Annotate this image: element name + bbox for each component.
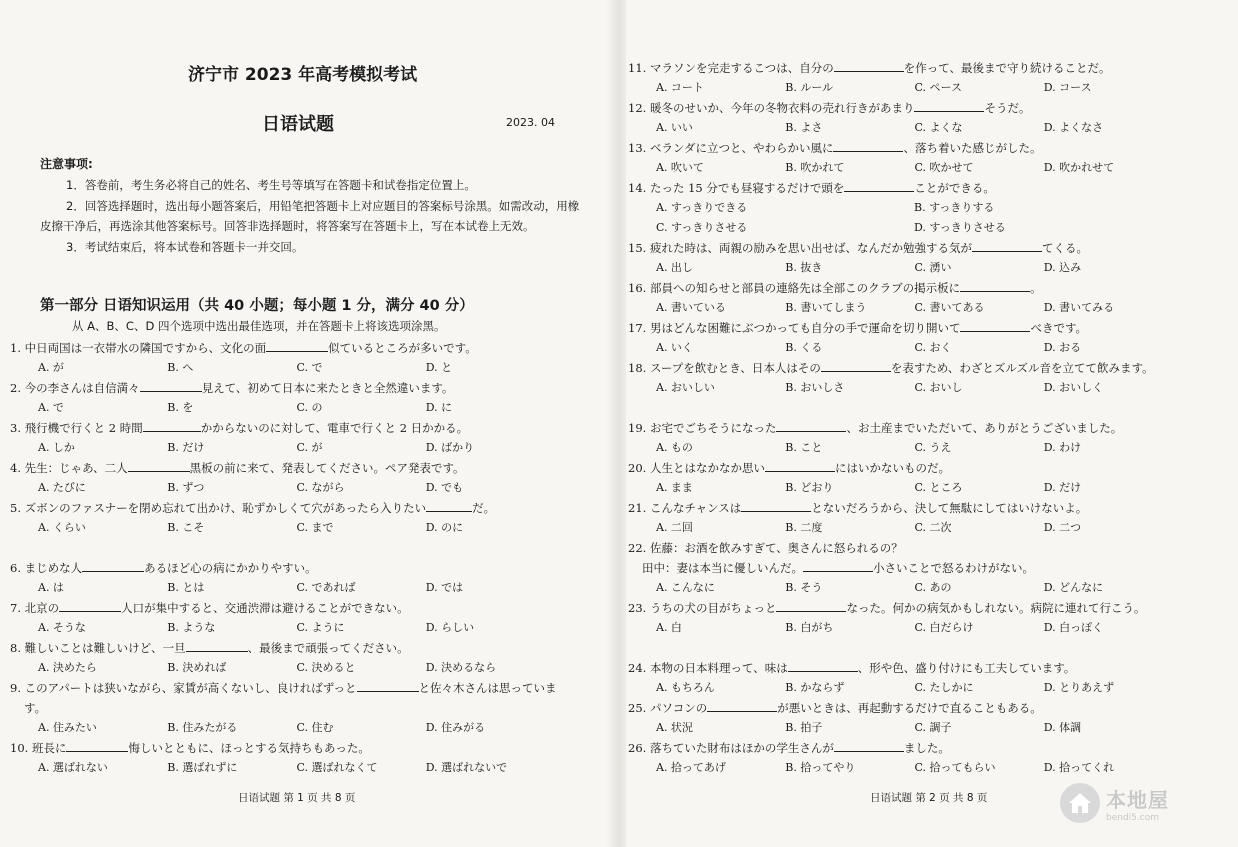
answer-option: A. いく: [656, 341, 693, 354]
answer-option: B. 住みたがる: [167, 721, 238, 734]
question-stem-end: 悔しいとともに、ほっとする気持ちもあった。: [128, 741, 370, 755]
options-row: [10, 578, 555, 598]
question-text: [10, 338, 555, 358]
answer-option: B. 書いてしまう: [785, 301, 867, 314]
answer-option: B. くる: [785, 341, 823, 354]
question-stem-end: を作って、最後まで守り続けることだ。: [903, 61, 1111, 75]
dialogue-speaker-line: 田中：妻は本当に優しいんだ。: [642, 561, 803, 575]
answer-option: A. が: [38, 361, 64, 374]
options-row: [628, 298, 1173, 318]
notes-heading: 注意事项:: [40, 157, 93, 171]
options-row: [10, 618, 555, 638]
answer-blank: [834, 739, 904, 752]
answer-option: B. こと: [785, 441, 823, 454]
question-item: [10, 558, 555, 598]
question-text: [628, 138, 1173, 158]
question-stem-end: 似ているところが多いです。: [328, 341, 477, 355]
question-item: [628, 178, 1173, 238]
answer-option: C. 二次: [914, 521, 952, 534]
question-stem-end: 、最後まで頑張ってください。: [247, 641, 409, 655]
question-stem: 9. このアパートは狭いながら、家賃が高くないし、良ければずっと: [10, 681, 357, 695]
options-row: [628, 118, 1173, 138]
answer-option: D. だけ: [1043, 481, 1082, 494]
question-item: [628, 498, 1173, 538]
answer-option: D. どんなに: [1043, 581, 1104, 594]
answer-option: B. おいしさ: [785, 381, 845, 394]
question-stem-end: ました。: [903, 741, 950, 755]
question-stem: 15. 疲れた時は、両親の励みを思い出せば、なんだか勉強する気が: [628, 241, 972, 255]
answer-option: A. まま: [656, 481, 693, 494]
answer-option: B. こそ: [167, 521, 205, 534]
options-row: [628, 758, 1173, 778]
question-stem-end: 。: [1030, 281, 1042, 295]
options-row: [10, 758, 555, 778]
question-text: [10, 418, 555, 438]
answer-blank: [960, 319, 1030, 332]
answer-option: C. たしかに: [914, 681, 974, 694]
question-stem: 10. 班長に: [10, 741, 67, 755]
answer-option: D. ばかり: [425, 441, 475, 454]
question-stem-end: 、お土産までいただいて、ありがとうございました。: [846, 421, 1123, 435]
question-stem-end: かからないのに対して、電車で行くと 2 日かかる。: [200, 421, 469, 435]
question-stem: 26. 落ちていた財布はほかの学生さんが: [628, 741, 834, 755]
question-text: [10, 638, 555, 658]
question-item: [628, 138, 1173, 178]
answer-blank: [844, 179, 914, 192]
answer-blank: [140, 379, 202, 392]
question-stem: 14. たった 15 分でも昼寝するだけで頭を: [628, 181, 845, 195]
question-item: [10, 678, 555, 738]
answer-option: C. まで: [296, 521, 334, 534]
exam-subtitle: 日语试题: [262, 114, 334, 135]
answer-blank: [426, 499, 472, 512]
options-row: [10, 658, 555, 678]
answer-option: C. うえ: [914, 441, 952, 454]
answer-option: B. 抜き: [785, 261, 823, 274]
answer-option: B. 選ばれずに: [167, 761, 238, 774]
question-text: [10, 678, 564, 718]
question-stem: 16. 部員への知らせと部員の連絡先は全部このクラブの掲示板に: [628, 281, 961, 295]
question-item: [628, 538, 1173, 598]
answer-option: D. コース: [1043, 81, 1092, 94]
note-item: 2．回答选择题时，选出每小题答案后，用铅笔把答题卡上对应题目的答案标号涂黑。如需改动，用橡皮擦干净后，再选涂其他答案标号。回答非选择题时，将答案写在答题卡上，写在本试卷上无效。: [40, 198, 580, 233]
answer-option: B. かならず: [785, 681, 845, 694]
answer-option: D. おる: [1043, 341, 1082, 354]
question-text: [628, 98, 1173, 118]
answer-option: C. あの: [914, 581, 952, 594]
answer-blank: [972, 239, 1042, 252]
options-row: [628, 518, 1173, 538]
options-row: [628, 478, 1173, 498]
question-item: [10, 738, 555, 778]
answer-option: D. のに: [425, 521, 464, 534]
answer-option: D. 拾ってくれ: [1043, 761, 1115, 774]
question-stem: 24. 本物の日本料理って、味は: [628, 661, 788, 675]
question-stem: 18. スープを飲むとき、日本人はその: [628, 361, 821, 375]
options-row: [628, 718, 1173, 738]
answer-option: C. ように: [296, 621, 345, 634]
question-stem: 23. うちの犬の目がちょっと: [628, 601, 777, 615]
answer-option: A. おいしい: [656, 381, 715, 394]
answer-option: C. ところ: [914, 481, 963, 494]
question-text: [628, 278, 1173, 298]
question-stem-end: と佐々木さんは思っています。: [24, 681, 557, 715]
answer-option: D. と: [425, 361, 453, 374]
question-stem: 11. マラソンを完走するこつは、自分の: [628, 61, 834, 75]
answer-option: C. おく: [914, 341, 952, 354]
answer-option: A. こんなに: [656, 581, 715, 594]
question-stem: 17. 男はどんな困難にぶつかっても自分の手で運命を切り開いて: [628, 321, 961, 335]
answer-option: B. ルール: [785, 81, 834, 94]
answer-option: B. 二度: [785, 521, 823, 534]
answer-option: C. で: [296, 361, 323, 374]
page-footer-left: 日语试题 第 1 页 共 8 页: [238, 792, 356, 804]
question-text: [628, 698, 1173, 718]
question-stem: 21. こんなチャンスは: [628, 501, 742, 515]
options-row: [628, 438, 1173, 458]
question-stem-end: だ。: [472, 501, 496, 515]
answer-option: A. 吹いて: [656, 161, 704, 174]
answer-option: A. 拾ってあげ: [656, 761, 726, 774]
answer-option: A. で: [38, 401, 64, 414]
watermark-url: bendi5.com: [1106, 812, 1159, 823]
options-row: [628, 78, 1173, 98]
answer-option: A. コート: [656, 81, 704, 94]
answer-option: B. ずつ: [167, 481, 205, 494]
question-stem: 4. 先生：じゃあ、二人: [10, 461, 128, 475]
answer-option: B. よさ: [785, 121, 823, 134]
answer-option: A. 二回: [656, 521, 693, 534]
options-row: [10, 718, 555, 738]
answer-option: D. でも: [425, 481, 464, 494]
question-item: [628, 418, 1173, 458]
answer-option: C. 書いてある: [914, 301, 985, 314]
answer-blank: [186, 639, 248, 652]
answer-option: D. 吹かれせて: [1043, 161, 1115, 174]
question-item: [10, 498, 555, 538]
answer-option: B. だけ: [167, 441, 205, 454]
question-text: [10, 598, 555, 618]
answer-option: B. を: [167, 401, 194, 414]
left-exam-page: [0, 0, 612, 847]
question-text: [10, 498, 564, 518]
answer-option: A. は: [38, 581, 64, 594]
answer-option: A. たびに: [38, 481, 86, 494]
answer-option: C. 湧い: [914, 261, 952, 274]
question-text: [628, 538, 1173, 578]
question-text: [628, 178, 1173, 198]
answer-option: B. 吹かれて: [785, 161, 845, 174]
answer-blank: [707, 699, 777, 712]
question-item: [10, 638, 555, 678]
answer-blank: [834, 59, 904, 72]
question-stem-end: 見えて、初めて日本に来たときと全然違います。: [201, 381, 454, 395]
question-stem: 19. お宅でごちそうになった: [628, 421, 777, 435]
options-row: [628, 158, 1173, 178]
answer-option: D. 住みがる: [425, 721, 486, 734]
answer-option: C. ながら: [296, 481, 345, 494]
question-stem: 13. ベランダに立つと、やわらかい風に: [628, 141, 834, 155]
question-item: [628, 98, 1173, 138]
answer-option: C. ペース: [914, 81, 962, 94]
answer-option: C. よくな: [914, 121, 963, 134]
question-item: [628, 458, 1173, 498]
answer-option: D. らしい: [425, 621, 475, 634]
question-text: [10, 738, 555, 758]
question-text: [628, 318, 1173, 338]
answer-option: A. 住みたい: [38, 721, 97, 734]
answer-option: D. すっきりさせる: [914, 221, 1006, 234]
options-row: [10, 358, 555, 378]
answer-option: B. そう: [785, 581, 823, 594]
question-text: [10, 378, 555, 398]
question-item: [628, 738, 1173, 778]
answer-blank: [66, 739, 128, 752]
question-stem-end: 人口が集中すると、交通渋滞は避けることができない。: [121, 601, 409, 615]
house-icon: [1060, 783, 1100, 823]
question-item: [628, 318, 1173, 358]
question-stem: 2. 今の李さんは自信満々: [10, 381, 140, 395]
question-item: [628, 238, 1173, 278]
question-item: [628, 698, 1173, 738]
question-stem-end: 黒板の前に来て、発表してください。ペア発表です。: [189, 461, 465, 475]
answer-blank: [357, 679, 419, 692]
answer-option: D. 体調: [1043, 721, 1082, 734]
answer-option: D. 込み: [1043, 261, 1082, 274]
question-text: [628, 458, 1173, 478]
answer-option: A. そうな: [38, 621, 86, 634]
question-stem-end: 、形や色、盛り付けにも工夫しています。: [857, 661, 1076, 675]
options-row: [628, 678, 1173, 698]
right-exam-page: [626, 0, 1238, 847]
answer-blank: [960, 279, 1030, 292]
answer-option: C. 白だらけ: [914, 621, 974, 634]
answer-option: D. では: [425, 581, 464, 594]
answer-option: D. とりあえず: [1043, 681, 1115, 694]
question-stem-end: 、落ち着いた感じがした。: [903, 141, 1042, 155]
answer-option: C. 調子: [914, 721, 952, 734]
question-item: [628, 58, 1173, 98]
answer-option: A. もの: [656, 441, 693, 454]
question-stem-end: べきです。: [1030, 321, 1088, 335]
answer-option: A. もちろん: [656, 681, 715, 694]
watermark-name: 本地屋: [1106, 787, 1169, 812]
question-stem-end: そうだ。: [984, 101, 1031, 115]
question-text: [10, 558, 555, 578]
question-stem-end: 小さいことで怒るわけがない。: [873, 561, 1034, 575]
options-row: [628, 378, 1173, 398]
question-text: [628, 498, 1173, 518]
answer-option: B. どおり: [785, 481, 834, 494]
options-row: [10, 438, 555, 458]
answer-blank: [803, 559, 873, 572]
answer-option: C. おいし: [914, 381, 963, 394]
section-instruction: 从 A、B、C、D 四个选项中选出最佳选项，并在答题卡上将该选项涂黑。: [72, 319, 446, 333]
question-stem-end: あるほど心の病にかかりやすい。: [144, 561, 317, 575]
answer-blank: [128, 459, 190, 472]
answer-option: C. 拾ってもらい: [914, 761, 996, 774]
question-item: [628, 358, 1173, 398]
question-item: [10, 378, 555, 418]
answer-option: C. 決めると: [296, 661, 356, 674]
answer-option: D. おいしく: [1043, 381, 1104, 394]
question-text: [628, 738, 1173, 758]
answer-option: C. すっきりさせる: [656, 221, 748, 234]
question-item: [628, 658, 1173, 698]
question-text: [628, 238, 1173, 258]
options-row: [628, 338, 1173, 358]
question-stem-end: とないだろうから、決して無駄にしてはいけないよ。: [811, 501, 1088, 515]
answer-option: A. 状況: [656, 721, 693, 734]
question-item: [10, 418, 555, 458]
answer-option: B. とは: [167, 581, 205, 594]
notes-list: [40, 175, 580, 257]
answer-option: A. 白: [656, 621, 682, 634]
question-stem-end: にはいかないものだ。: [834, 461, 950, 475]
answer-option: A. いい: [656, 121, 693, 134]
exam-title: 济宁市 2023 年高考模拟考试: [188, 65, 418, 85]
answer-option: D. 書いてみる: [1043, 301, 1115, 314]
answer-option: B. 拍子: [785, 721, 823, 734]
options-row: [10, 518, 555, 538]
answer-option: D. わけ: [1043, 441, 1082, 454]
answer-option: A. くらい: [38, 521, 86, 534]
answer-option: C. の: [296, 401, 323, 414]
answer-option: C. 選ばれなくて: [296, 761, 378, 774]
question-stem: 5. ズボンのファスナーを閉め忘れて出かけ、恥ずかしくて穴があったら入りたい: [10, 501, 427, 515]
answer-blank: [143, 419, 201, 432]
dialogue-line: [628, 558, 1173, 578]
answer-option: D. に: [425, 401, 453, 414]
answer-option: C. 住む: [296, 721, 334, 734]
question-stem: 6. まじめな人: [10, 561, 83, 575]
question-stem-end: が悪いときは、再起動するだけで直ることもある。: [777, 701, 1042, 715]
answer-option: C. 吹かせて: [914, 161, 974, 174]
question-item: [10, 338, 555, 378]
question-stem-end: を表すため、わざとズルズル音を立てて飲みます。: [890, 361, 1154, 375]
note-item: 1．答卷前，考生务必将自己的姓名、考生号等填写在答题卡和试卷指定位置上。: [66, 178, 476, 192]
answer-option: A. 決めたら: [38, 661, 97, 674]
answer-option: D. よくなさ: [1043, 121, 1104, 134]
question-item: [10, 598, 555, 638]
answer-blank: [82, 559, 144, 572]
question-stem: 3. 飛行機で行くと 2 時間: [10, 421, 143, 435]
exam-date: 2023. 04: [506, 116, 555, 129]
options-row: [628, 198, 1173, 238]
question-stem-end: ことができる。: [914, 181, 995, 195]
question-text: [628, 418, 1173, 438]
answer-blank: [741, 499, 811, 512]
options-row: [628, 618, 1173, 638]
question-item: [10, 458, 555, 498]
question-text: [628, 598, 1182, 618]
answer-option: A. 出し: [656, 261, 693, 274]
answer-option: B. へ: [167, 361, 194, 374]
answer-blank: [833, 139, 903, 152]
options-row: [10, 478, 555, 498]
answer-option: B. ような: [167, 621, 216, 634]
question-stem: 12. 暖冬のせいか、今年の冬物衣料の売れ行きがあまり: [628, 101, 915, 115]
question-stem-end: なった。何かの病気かもしれない。病院に連れて行こう。: [846, 601, 1146, 615]
question-stem: 8. 難しいことは難しいけど、一旦: [10, 641, 186, 655]
answer-option: A. すっきりできる: [656, 201, 748, 214]
answer-blank: [914, 99, 984, 112]
question-stem: 22. 佐藤：お酒を飲みすぎて、奥さんに怒られるの？: [628, 541, 903, 555]
question-text: [628, 658, 1173, 678]
question-stem: 20. 人生とはなかなか思い: [628, 461, 765, 475]
page-footer-right: 日语试题 第 2 页 共 8 页: [870, 792, 988, 804]
note-item: 3．考试结束后，将本试卷和答题卡一并交回。: [66, 239, 304, 254]
question-text: [10, 458, 555, 478]
question-text: [628, 58, 1173, 78]
answer-option: B. 白がち: [785, 621, 834, 634]
answer-blank: [266, 339, 328, 352]
answer-option: B. 決めれば: [167, 661, 227, 674]
question-stem-end: てくる。: [1041, 241, 1088, 255]
answer-option: A. 選ばれない: [38, 761, 108, 774]
question-item: [628, 598, 1173, 638]
question-item: [628, 278, 1173, 318]
answer-option: D. 決めるなら: [425, 661, 497, 674]
answer-option: B. すっきりする: [914, 201, 995, 214]
section-heading: 第一部分 日语知识运用（共 40 小题；每小题 1 分，满分 40 分）: [40, 298, 474, 314]
answer-blank: [765, 459, 835, 472]
answer-option: A. 書いている: [656, 301, 726, 314]
answer-blank: [821, 359, 891, 372]
answer-option: D. 選ばれないで: [425, 761, 508, 774]
options-row: [628, 578, 1173, 598]
answer-blank: [776, 419, 846, 432]
question-stem: 7. 北京の: [10, 601, 60, 615]
options-row: [628, 258, 1173, 278]
answer-option: D. 白っぽく: [1043, 621, 1104, 634]
answer-option: B. 拾ってやり: [785, 761, 856, 774]
answer-blank: [788, 659, 858, 672]
answer-blank: [59, 599, 121, 612]
answer-option: C. であれば: [296, 581, 356, 594]
question-stem: 1. 中日両国は一衣帯水の隣国ですから、文化の面: [10, 341, 267, 355]
watermark-logo: [1060, 778, 1210, 828]
options-row: [10, 398, 555, 418]
answer-blank: [776, 599, 846, 612]
answer-option: A. しか: [38, 441, 75, 454]
question-stem: 25. パソコンの: [628, 701, 708, 715]
answer-option: C. が: [296, 441, 323, 454]
answer-option: D. 二つ: [1043, 521, 1082, 534]
question-text: [628, 358, 1182, 378]
